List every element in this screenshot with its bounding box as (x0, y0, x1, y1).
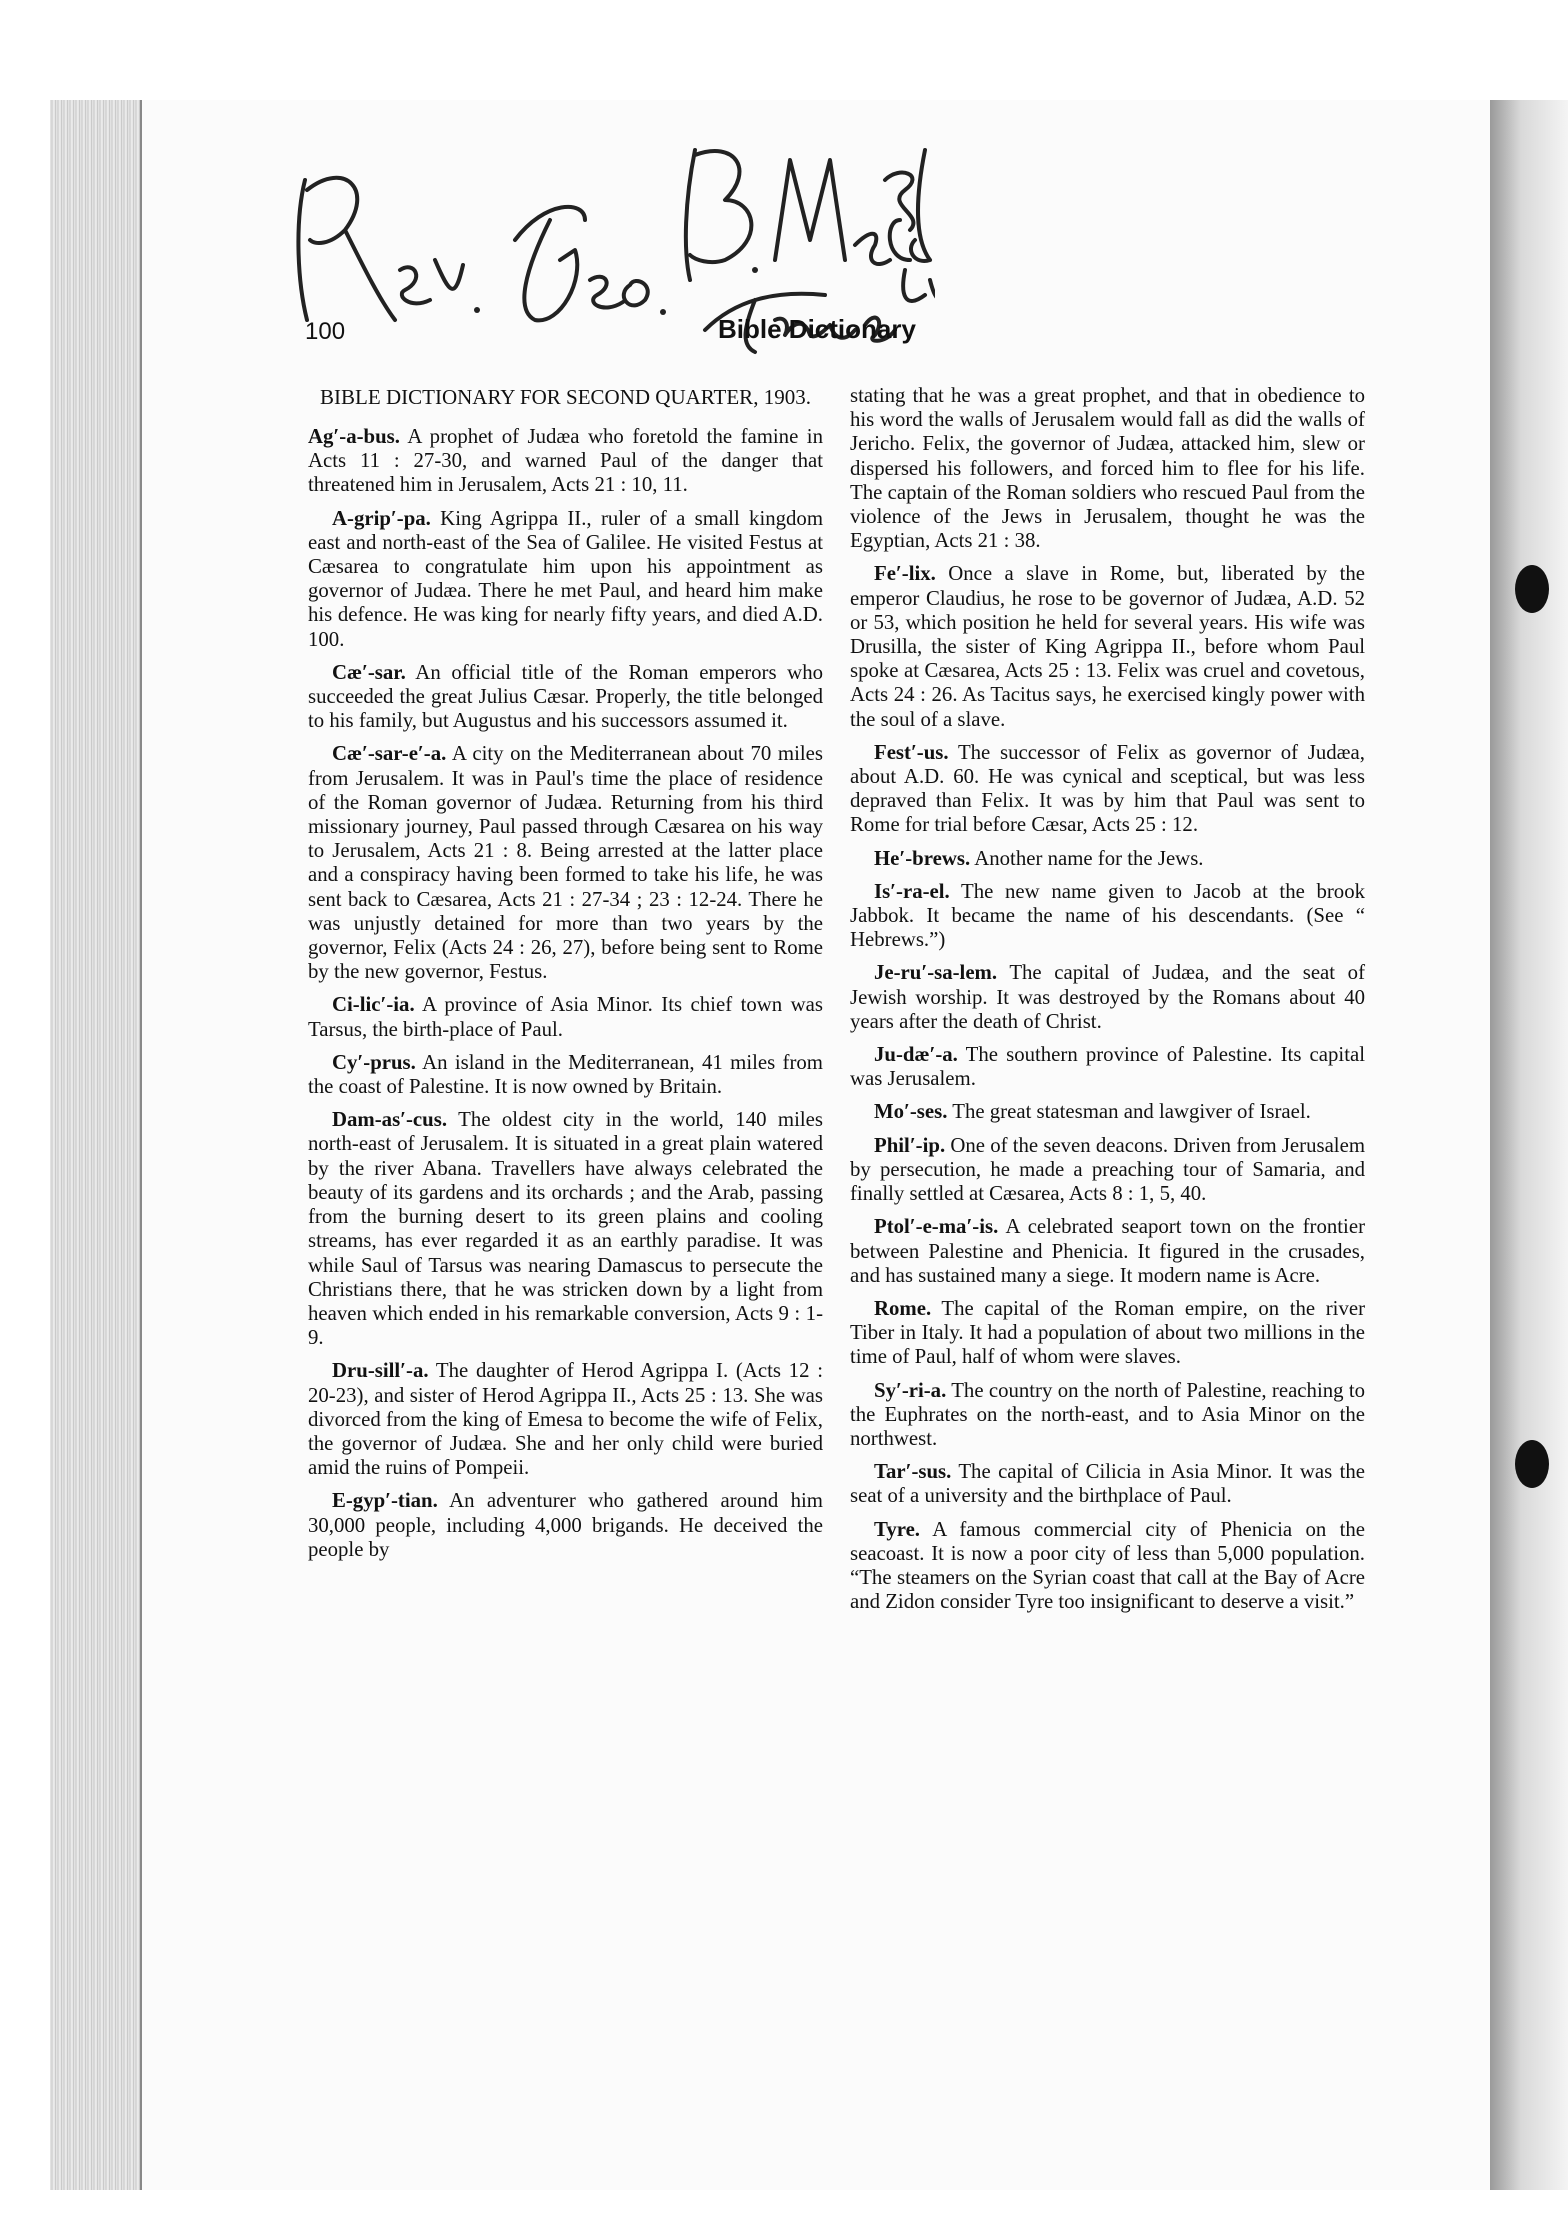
entry-headword: E-gyp′-tian. (332, 1489, 438, 1513)
entry-definition: The successor of Felix as governor of Judæa, about A.D. 60. He was cynical and sceptical, but was less depraved than Felix. It was by him that Paul was sent to Rome for trial before Cæsar, Acts 25 : 12. (850, 740, 1365, 837)
entries-left (308, 425, 823, 1562)
dictionary-entry (850, 1379, 1365, 1452)
article-title: BIBLE DICTIONARY FOR SECOND QUARTER, 1903. (320, 385, 811, 409)
entry-headword: A-grip′-pa. (332, 506, 431, 530)
dictionary-entry (308, 507, 823, 652)
entry-definition: The southern province of Palestine. Its capital was Jerusalem. (850, 1043, 1365, 1091)
entry-headword: Cæ′-sar-e′-a. (332, 742, 447, 766)
entry-headword: Cy′-prus. (332, 1050, 416, 1074)
entry-headword: Is′-ra-el. (874, 879, 950, 903)
entry-definition: A prophet of Judæa who foretold the famine in Acts 11 : 27-30, and warned Paul of the danger that threatened him in Jerusalem, Acts 21 : 10, 11. (308, 425, 823, 497)
entries-right (850, 384, 1365, 1614)
entry-definition: King Agrippa II., ruler of a small kingdom east and north-east of the Sea of Galilee. He visited Festus at Cæsarea to congratulate him upon his appointment as governor of Judæa. There he met Paul, and heard him make his defence. He was king for nearly fifty years, and died A.D. 100. (308, 506, 823, 651)
entry-headword: Tyre. (874, 1517, 921, 1541)
entry-definition: The capital of Cilicia in Asia Minor. It was the seat of a university and the birthplace of Paul. (850, 1460, 1365, 1508)
entry-headword: Ci-lic′-ia. (332, 993, 415, 1017)
dictionary-entry (308, 1359, 823, 1480)
binding-shadow (1490, 100, 1568, 2190)
dictionary-entry (308, 425, 823, 498)
entry-headword: Rome. (874, 1296, 932, 1320)
dictionary-entry (850, 1043, 1365, 1091)
entry-definition: The capital of Judæa, and the seat of Jewish worship. It was destroyed by the Romans about 40 years after the death of Christ. (850, 961, 1365, 1033)
dictionary-entry (850, 880, 1365, 953)
entry-headword: Tar′-sus. (874, 1460, 952, 1484)
dictionary-entry (850, 847, 1365, 871)
entry-definition: stating that he was a great prophet, and that in obedience to his word the walls of Jerusalem would fall as did the walls of Jericho. Felix, the governor of Judæa, attacked him, slew or dispersed his followers, and forced him to flee for his life. The captain of the Roman soldiers who rescued Paul from the violence of the Jews in Jerusalem, thought he was the Egyptian, Acts 21 : 38. (850, 384, 1365, 553)
running-head: Bible Dictionary (718, 314, 916, 344)
entry-headword: Phil′-ip. (874, 1133, 946, 1157)
column-left (308, 384, 823, 1571)
dictionary-entry (850, 1297, 1365, 1370)
entry-headword: Ju-dæ′-a. (874, 1043, 958, 1067)
entry-definition: Once a slave in Rome, but, liberated by the emperor Claudius, he rose to be governor of Judæa, A.D. 52 or 53, which position he held for several years. His wife was Drusilla, the sister of King Agrippa II., before whom Paul spoke at Cæsarea, Acts 25 : 13. Felix was cruel and covetous, Acts 24 : 26. As Tacitus says, he exercised kingly power with the soul of a slave. (850, 562, 1365, 731)
entry-headword: Ptol′-e-ma′-is. (874, 1215, 999, 1239)
dictionary-entry (850, 1215, 1365, 1288)
entry-definition: A famous commercial city of Phenicia on the seacoast. It is now a poor city of less than 5,000 population. “The steamers on the Syrian coast that call at the Bay of Acre and Zidon consider Tyre too insignificant to deserve a visit.” (850, 1517, 1365, 1614)
entry-definition: An adventurer who gathered around him 30,000 people, including 4,000 brigands. He deceived the people by (308, 1489, 823, 1561)
entry-definition: The country on the north of Palestine, reaching to the Euphrates on the north-east, and to Asia Minor on the northwest. (850, 1378, 1365, 1450)
entry-headword: He′-brews. (874, 846, 971, 870)
column-right (850, 384, 1365, 1623)
dictionary-entry (850, 562, 1365, 731)
dictionary-entry (850, 961, 1365, 1034)
entry-definition: The great statesman and lawgiver of Israel. (952, 1100, 1311, 1124)
entry-definition: An official title of the Roman emperors who succeeded the great Julius Cæsar. Properly, the title belonged to his family, but Augustus and his successors assumed it. (308, 660, 823, 733)
entry-headword: Sy′-ri-a. (874, 1378, 947, 1402)
entry-definition: One of the seven deacons. Driven from Jerusalem by persecution, he made a preaching tour of Samaria, and finally settled at Cæsarea, Acts 8 : 1, 5, 40. (850, 1133, 1365, 1206)
entry-definition: The new name given to Jacob at the brook Jabbok. It became the name of his descendants. (See “ Hebrews.”) (850, 879, 1366, 952)
dictionary-entry (850, 1100, 1365, 1124)
entry-headword: Ag′-a-bus. (308, 425, 400, 448)
binder-hole-lower (1515, 1440, 1549, 1488)
entry-headword: Fest′-us. (874, 740, 949, 764)
entry-headword: Mo′-ses. (874, 1100, 948, 1124)
dictionary-entry (850, 1460, 1365, 1508)
dictionary-entry (850, 741, 1365, 838)
page-number: 100 (305, 318, 346, 345)
entry-definition: The capital of the Roman empire, on the river Tiber in Italy. It had a population of about two millions in the time of Paul, half of whom were slaves. (850, 1296, 1366, 1369)
dictionary-entry (308, 993, 823, 1041)
entry-headword: Je-ru′-sa-lem. (874, 961, 998, 985)
dictionary-entry (850, 1518, 1365, 1615)
dictionary-entry (308, 661, 823, 734)
entry-definition: The daughter of Herod Agrippa I. (Acts 12 : 20-23), and sister of Herod Agrippa II., Acts 25 : 13. She was divorced from the king of Emesa to become the wife of Felix, the governor of Judæa. She and her only child were buried amid the ruins of Pompeii. (308, 1359, 823, 1480)
entry-definition: A province of Asia Minor. Its chief town was Tarsus, the birth-place of Paul. (308, 993, 823, 1041)
entry-headword: Fe′-lix. (874, 562, 936, 586)
dictionary-entry (308, 1051, 823, 1099)
dictionary-entry (308, 1489, 823, 1562)
entry-definition: Another name for the Jews. (974, 846, 1204, 870)
dictionary-entry (308, 742, 823, 984)
dictionary-entry (850, 384, 1365, 553)
entry-headword: Cæ′-sar. (332, 660, 406, 684)
entry-definition: An island in the Mediterranean, 41 miles from the coast of Palestine. It is now owned by Britain. (308, 1050, 823, 1099)
entry-headword: Dam-as′-cus. (332, 1108, 448, 1132)
entry-definition: A city on the Mediterranean about 70 miles from Jerusalem. It was in Paul's time the place of residence of the Roman governor of Judæa. Returning from his third missionary journey, Paul passed through Cæsarea on his way to Jerusalem, Acts 21 : 8. Being arrested at the latter place and a conspiracy having been formed to take his life, he was sent back to Cæsarea, Acts 21 : 27-34 ; 23 : 12-24. There he was unjustly detained for more than two years by the governor, Felix (Acts 24 : 26, 27), before being sent to Rome by the new governor, Festus. (308, 742, 823, 984)
entry-definition: A celebrated seaport town on the frontier between Palestine and Phenicia. It figured in the crusades, and has sustained many a siege. It modern name is Acre. (850, 1215, 1365, 1287)
entry-headword: Dru-sill′-a. (332, 1359, 429, 1383)
dictionary-entry (850, 1134, 1365, 1207)
dictionary-entry (308, 1108, 823, 1350)
binder-hole-upper (1515, 565, 1549, 613)
entry-definition: The oldest city in the world, 140 miles north-east of Jerusalem. It is situated in a great plain watered by the river Abana. Travellers have always celebrated the beauty of its gardens and its orchards ; and the Arab, passing from the burning desert to its green plains and cooling streams, has ever regarded it as an earthly paradise. It was while Saul of Tarsus was nearing Damascus to persecute the Christians there, that he was stricken down by a light from heaven which ended in his remarkable conversion, Acts 9 : 1-9. (308, 1108, 823, 1350)
